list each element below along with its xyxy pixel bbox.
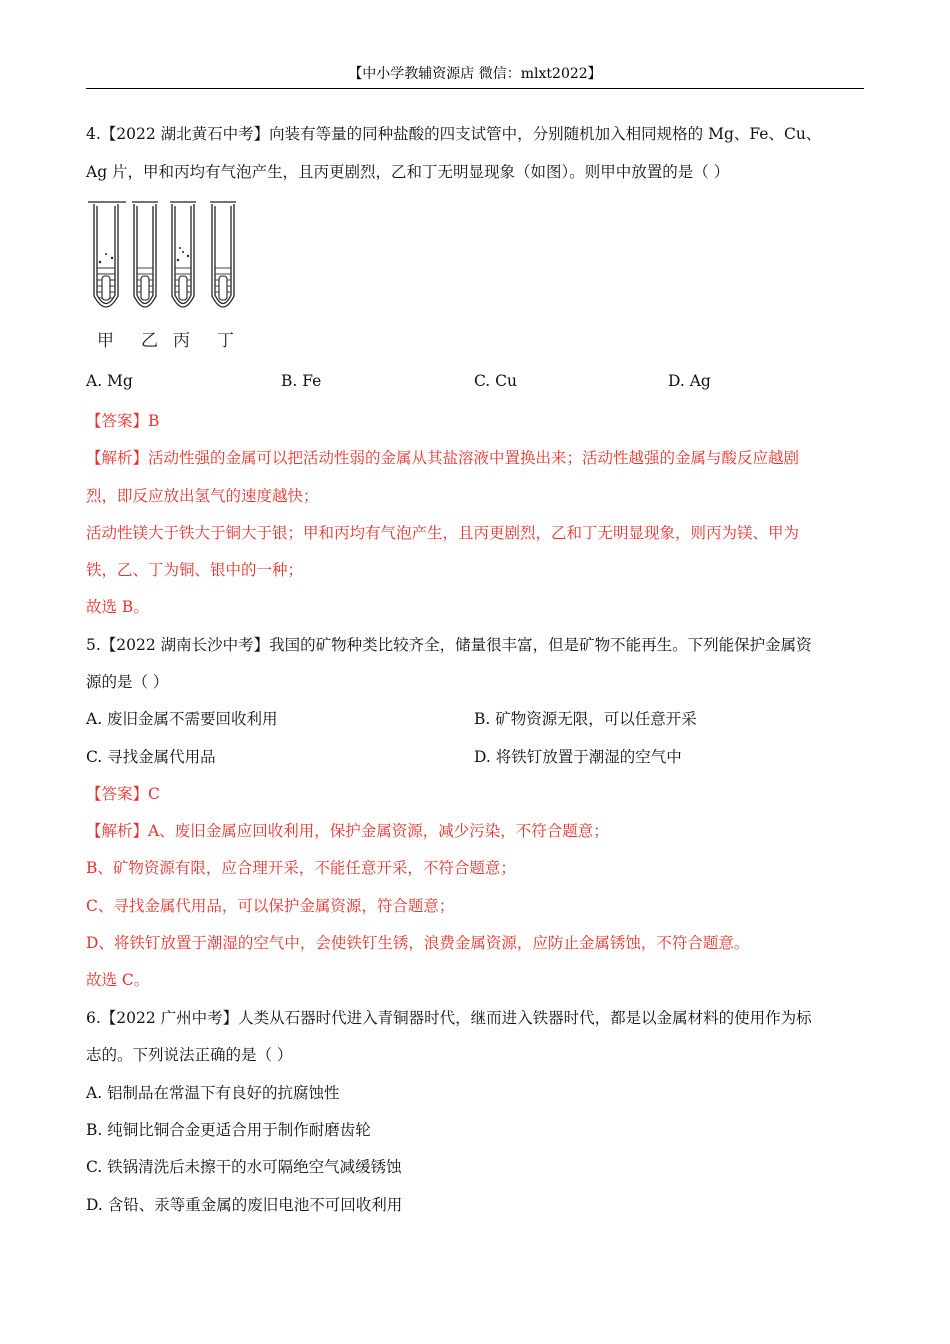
test-tubes-figure bbox=[84, 196, 254, 356]
page-header: 【中小学教辅资源店 微信：mlxt2022】 bbox=[86, 64, 864, 89]
q4-stem-line2: Ag 片，甲和丙均有气泡产生，且丙更剧烈，乙和丁无明显现象（如图）。则甲中放置的是（ ） bbox=[86, 163, 730, 181]
q6-option-d: D. 含铅、汞等重金属的废旧电池不可回收利用 bbox=[86, 1196, 403, 1214]
q4-option-a: A. Mg bbox=[86, 372, 133, 390]
q6-option-b: B. 纯铜比铜合金更适合用于制作耐磨齿轮 bbox=[86, 1121, 371, 1139]
q5-stem-line1: 5.【2022 湖南长沙中考】我国的矿物种类比较齐全，储量很丰富，但是矿物不能再生。下列能保护金属资 bbox=[86, 636, 812, 654]
q4-analysis-line5: 故选 B。 bbox=[86, 598, 149, 616]
q5-analysis-line4: D、将铁钉放置于潮湿的空气中，会使铁钉生锈，浪费金属资源，应防止金属锈蚀，不符合题意。 bbox=[86, 934, 750, 952]
q4-stem-line1: 4.【2022 湖北黄石中考】向装有等量的同种盐酸的四支试管中，分别随机加入相同规格的 Mg、Fe、Cu、 bbox=[86, 125, 822, 143]
q4-answer: 【答案】B bbox=[86, 412, 160, 430]
q4-option-b: B. Fe bbox=[281, 372, 322, 390]
q5-option-b: B. 矿物资源无限，可以任意开采 bbox=[474, 710, 697, 728]
q4-option-c: C. Cu bbox=[474, 372, 518, 390]
q5-option-d: D. 将铁钉放置于潮湿的空气中 bbox=[474, 748, 682, 766]
q4-analysis-line3: 活动性镁大于铁大于铜大于银；甲和丙均有气泡产生，且丙更剧烈，乙和丁无明显现象，则丙为镁、甲为 bbox=[86, 524, 800, 542]
q5-option-c: C. 寻找金属代用品 bbox=[86, 748, 216, 766]
q5-analysis-line3: C、寻找金属代用品，可以保护金属资源，符合题意； bbox=[86, 897, 455, 915]
tube-label-jia: 甲 bbox=[97, 331, 114, 351]
tube-label-ding: 丁 bbox=[217, 331, 234, 351]
tube-label-bing: 丙 bbox=[173, 331, 190, 351]
q5-option-a: A. 废旧金属不需要回收利用 bbox=[86, 710, 278, 728]
q6-stem-line2: 志的。下列说法正确的是（ ） bbox=[86, 1046, 293, 1064]
tube-label-yi: 乙 bbox=[141, 331, 158, 351]
q4-analysis-line4: 铁，乙、丁为铜、银中的一种； bbox=[86, 561, 304, 579]
q5-answer: 【答案】C bbox=[86, 785, 160, 803]
test-tubes-drawing bbox=[84, 196, 254, 326]
q5-analysis-line5: 故选 C。 bbox=[86, 971, 150, 989]
q4-option-d: D. Ag bbox=[668, 372, 711, 390]
q4-analysis-line1: 【解析】活动性强的金属可以把活动性弱的金属从其盐溶液中置换出来；活动性越强的金属与酸反应越剧 bbox=[86, 449, 800, 467]
q4-analysis-line2: 烈，即反应放出氢气的速度越快； bbox=[86, 487, 319, 505]
q5-analysis-line1: 【解析】A、废旧金属应回收利用，保护金属资源，减少污染，不符合题意； bbox=[86, 822, 609, 840]
q5-stem-line2: 源的是（ ） bbox=[86, 673, 169, 691]
q5-analysis-line2: B、矿物资源有限，应合理开采，不能任意开采，不符合题意； bbox=[86, 859, 516, 877]
q6-option-a: A. 铝制品在常温下有良好的抗腐蚀性 bbox=[86, 1084, 340, 1102]
q6-option-c: C. 铁锅清洗后未擦干的水可隔绝空气减缓锈蚀 bbox=[86, 1158, 402, 1176]
q6-stem-line1: 6.【2022 广州中考】人类从石器时代进入青铜器时代，继而进入铁器时代，都是以金属材料的使用作为标 bbox=[86, 1009, 812, 1027]
